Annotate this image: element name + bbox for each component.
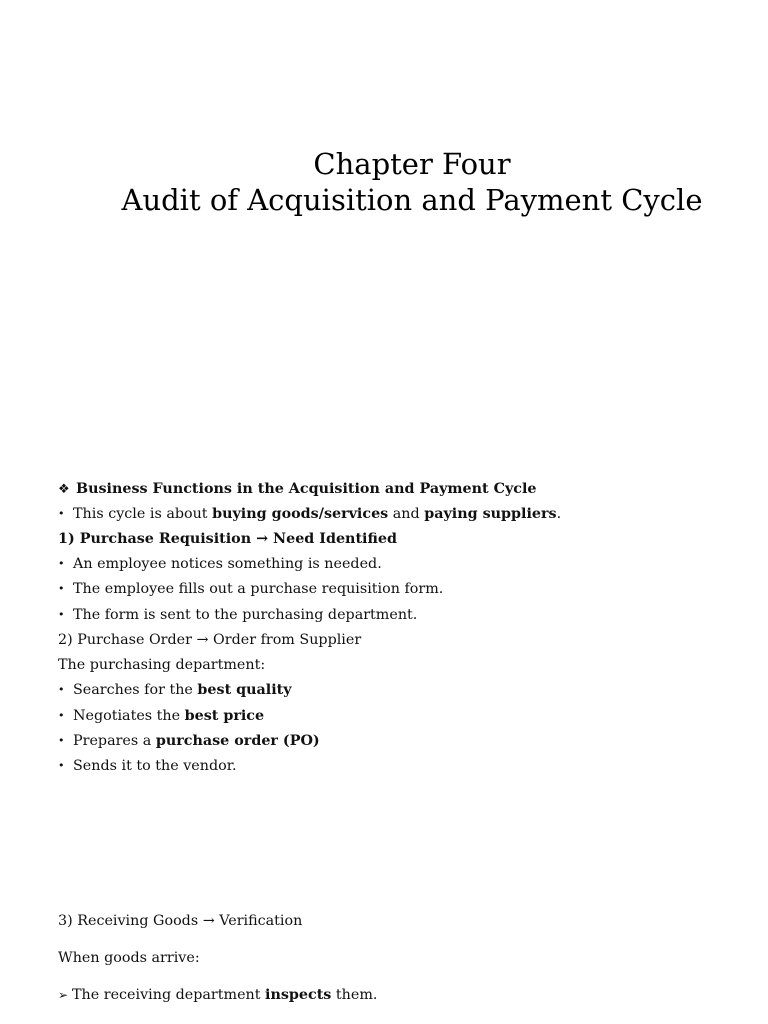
section-heading bbox=[58, 479, 537, 500]
bullet-icon: • bbox=[58, 683, 65, 696]
step1-heading: 1) Purchase Requisition → Need Identified bbox=[58, 531, 397, 547]
diamond-bullet-icon: ❖ bbox=[58, 482, 70, 497]
chapter-name: Audit of Acquisition and Payment Cycle bbox=[121, 183, 703, 217]
bullet-icon: • bbox=[58, 582, 65, 595]
step3-heading: 3) Receiving Goods → Verification bbox=[58, 913, 303, 929]
step1-bullet: • An employee notices something is needed. bbox=[58, 556, 382, 572]
bullet-icon: • bbox=[58, 608, 65, 621]
bullet-icon: • bbox=[58, 734, 65, 747]
step2-bullet: • Searches for the best quality bbox=[58, 682, 292, 698]
bullet-icon: • bbox=[58, 759, 65, 772]
arrow-bullet-icon: ➢ bbox=[58, 988, 69, 1002]
step3-lead: When goods arrive: bbox=[58, 950, 200, 966]
step1-bullet: • The employee fills out a purchase requisition form. bbox=[58, 581, 444, 597]
intro-bullet: • This cycle is about buying goods/services and paying suppliers. bbox=[58, 506, 562, 522]
step2-lead: The purchasing department: bbox=[58, 657, 266, 673]
bullet-icon: • bbox=[58, 709, 65, 722]
section-heading-text: Business Functions in the Acquisition and Payment Cycle bbox=[76, 481, 537, 497]
bullet-icon: • bbox=[58, 557, 65, 570]
step2-heading: 2) Purchase Order → Order from Supplier bbox=[58, 632, 362, 648]
chapter-number: Chapter Four bbox=[313, 147, 511, 181]
chapter-title bbox=[0, 146, 768, 218]
step2-bullet: • Prepares a purchase order (PO) bbox=[58, 733, 320, 749]
bullet-icon: • bbox=[58, 507, 65, 520]
step3-point: ➢ The receiving department inspects them. bbox=[58, 987, 378, 1003]
step1-bullet: • The form is sent to the purchasing department. bbox=[58, 607, 418, 623]
step2-bullet: • Negotiates the best price bbox=[58, 708, 265, 724]
step2-bullet: • Sends it to the vendor. bbox=[58, 758, 237, 774]
